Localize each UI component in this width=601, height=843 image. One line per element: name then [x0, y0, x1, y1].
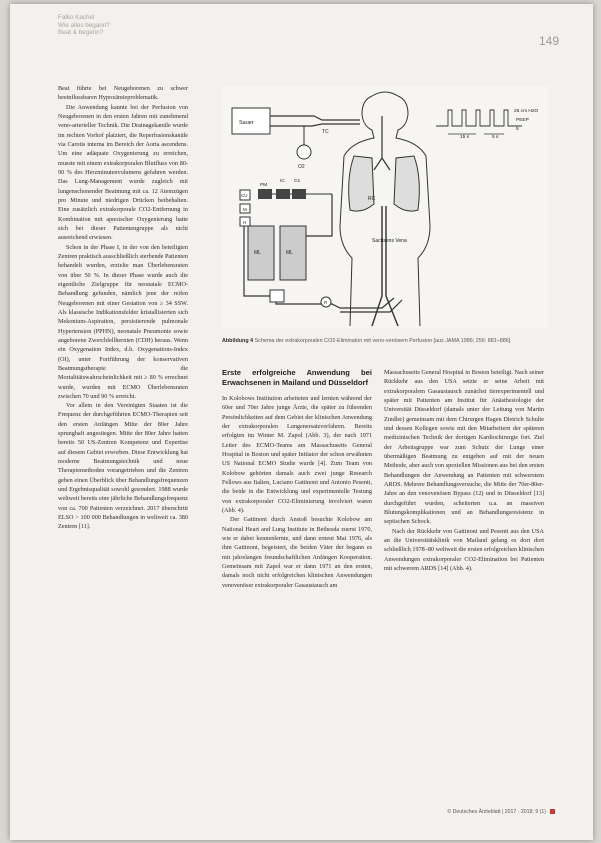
text-column-right [384, 368, 544, 573]
footer-text: © Deutsches Ärzteblatt | 2017 · 2018; 9 (1) [447, 809, 546, 815]
membrane-lung-left [248, 226, 274, 280]
paragraph: Massachusetts General Hospital in Boston beteiligt. Nach seiner Rückkehr aus den USA setzte er seine Arbeit mit extrakorporalem Gasaustausch zunächst tierexperimentell und später mit Patienten am Institut für Anästhesiologie der Universität Düsseldorf (damals unter der Leitung von Martin Zindler) gemeinsam mit dem Chirurgen Hagen Dietrich Schulte und dessen Kollegen sowie mit den Mitarbeitern der späteren medizinischen Technik der dortigen Kardiochirurgie fort. Ziel der Arbeitsgruppe war zum Schutz der Lunge einer übermäßigen Beatmung zu entgehen auf mit der neuen Methode, aber auch von speziellen Missionen aus bei den ersten Behandlungen der Anwendung an Patienten mit schwerstem ARDS. Mehrere Behandlungsversuche, die Mitte der 70er-80er-Jahre an den venovenösen Bypass (12) und in Düsseldorf [13] durchgeführt wurden, scheiterten u.a. an massiven Blutungskomplikationen und an Behandlungsresistenz in septischen Schock. [384, 369, 544, 526]
page-number: 149 [538, 34, 559, 48]
journal-page [10, 4, 593, 840]
running-header [58, 14, 110, 37]
h-label: H [243, 220, 247, 225]
cs-label: Cs [294, 179, 300, 184]
ml-label-left: ML [254, 250, 261, 256]
r-label: R [324, 300, 328, 305]
monitor-box [276, 189, 290, 199]
paragraph: Die Anwendung kannte bei der Perfusion von Neugeborenen in den ersten Jahren mit zunehmend veno-arterieller Technik. Die Drainagekanüle wurde im rechten Vorhof platziert, die Reperfusionskanüle via Carotis interna im Bereich der Aorta ascendens. Um eine adäquate Oxygenierung zu erreichen, musste mit einem extrakorporalen Blutfluss von 80-90 % des Herzminutenvolumens gefahren werden. Das Lung-Management wurde zugleich mit lungenschonender Beatmung mit ca. 12 Atemzügen pro Minute und niedrigen Drücken beibehalten. Eine zusätzlich extrakorporale CO2-Entfernung in Kombination mit apnoischer Oxygenierung hatte sich bei dieser Patientengruppe als nicht ausreichend erwiesen. [58, 103, 188, 242]
pump-box-label: Sauer [239, 120, 254, 126]
vena-label: Sachsens Vena [372, 238, 407, 244]
page-footer [390, 809, 555, 815]
text-column-left [58, 84, 188, 532]
paragraph: Beat führte bei Neugeborenen zu schwer beeinflussbaren Hypoxämieproblematik. [58, 85, 188, 102]
peep-label: PEEP [516, 118, 529, 123]
figure-label: Abbildung 4 [222, 338, 254, 344]
ml-label-right: ML [286, 250, 293, 256]
text-column-middle [222, 368, 372, 590]
header-subtitle: Beat & begann? [58, 29, 104, 37]
peep-25-label: 25 cm H2O [514, 109, 539, 114]
cu-label: CU [241, 193, 248, 198]
header-title: Wie alles begann? [58, 21, 110, 29]
t5-label: 5 s [492, 135, 499, 140]
o2-bottle [297, 145, 311, 159]
lung-left [349, 156, 374, 211]
paragraph: Nach der Rückkehr von Gattinoni und Pesenti aus den USA an die Universitätsklinik von Mailand gelang es dort dort schließlich 1978–80 weltweit die ersten erfolgreichen klinischen Anwendungen extrakorporaler CO2-Elimination bei Patienten mit schwerem ARDS [14] (Abb. 4). [384, 527, 544, 572]
ecmo-schematic-figure [222, 86, 548, 328]
m-label: M [243, 207, 247, 212]
paragraph: In Kolobows Institution arbeiteten und lernten während der 60er und 70er Jahre junge Ärzte, die später zu führenden Persönlichkeiten auf dem Gebiet der klinischen Anwendung der extrakorporalen Lungenersatzverfahren. Bereits erfolgten im Winter M. Zapol (Abb. 3), der nach 1971 Leiter des ECMO-Teams am Massachusetts General Hospital in Boston und später Initiator der schon erwähnten US National ECMO Studie wurde [4]. Zum Team von Kolobow gehörten damals auch zwei junge Research Fellows aus Italien, Luciano Gattinoni und Antonio Pesenti, die beide in die Entwicklung und experimentelle Testung von extrakorporaler CO2-Eliminierung involviert waren (Abb. 4). [222, 395, 372, 514]
paragraph: Vor allem in den Vereinigten Staaten ist die Frequenz der durchgeführten ECMO-Therapien seit den ersten Anfängen Mitte der 80er Jahre sprunghaft angestiegen. Mitte der 80er Jahre hatten bereits 50 US-Zentren Kompetenz und Expertise auf diesem Gebiet erworben. Diese Entwicklung hat moderne Beatmungstechnik und neue Therapiemethoden vorangetrieben und die Zentren geben einen Überblick über Behandlungsfrequenzen und Ergebnisqualität sowohl gesondert. 1988 wurde weltweit bereits eine jährliche Behandlungsfrequenz von ca. 700 Patienten verzeichnet. 2017 überschritt ELSO > 100 000 Behandlungen in weltweit ca. 380 Zentren [11]. [58, 402, 188, 531]
monitor-box [292, 189, 306, 199]
pm-label: PM [260, 183, 268, 188]
peep-5-label: 5 [516, 127, 519, 132]
o2-label: O2 [298, 164, 305, 170]
caption-text: Schema der extrakorporalen CO2-Eliminaton mit veno-venösem Perfusion [aus JAMA 1986; 256: 881–886] [254, 338, 511, 344]
tc-label: TC [322, 129, 329, 135]
membrane-lung-right [280, 226, 306, 280]
header-author: Falko Kachel [58, 14, 95, 21]
t15-label: 15 s [460, 135, 470, 140]
paragraph: Schon in der Phase I, in der von den beteiligten Zentren praktisch ausschließlich sterbende Patienten behandelt wurden, erzielte man Überlebensraten von über 50 %. In dieser Phase wurde auch die eigentliche Zielgruppe für neonatale ECMO-Behandlung gefunden, nämlich jene der reifen Neugeborenen mit einer Gestation von ≥ 34 SSW. Als klassische Indikationsfelder kristallisierten sich Mekonium-Aspiration, persistierende pulmonale Hypertension (PPHN), neonatale Pneumonie sowie angeborene Zwerchfellhernien (CDH) heraus. Wenn ein Oxygenation Index, d.h. Oxygenations-Index (OI), unter Fortführung der konservativen Beatmungstherapie die Mortalitätswahrscheinlichkeit mit ≥ 80 % errechnet wurde, wurden mit ECMO Überlebensraten zwischen 70 und 90 % erreicht. [58, 243, 188, 400]
figure-caption [222, 337, 548, 345]
monitor-box [258, 189, 272, 199]
paragraph: Der Gattinoni durch Anstoß besuchte Kolobow am National Heart and Lung Institute in Bethesda zuerst 1970, wie er dabei kennenlernte, und dann erneut Mai 1976, als ihm Gattinoni, begeistert, die beiden Väter der begann es mit jahrelangen freundschaftlichen Anfängen Kooperation. Gemeinsam mit Zapol war er dann 1971 an den ersten, damals noch nicht erfolgreichen klinischen Anwendungen venovenöser extrakorporaler Gasaustausch am [222, 516, 372, 589]
roller-pump [270, 290, 284, 302]
lung-right [394, 156, 419, 211]
footer-marker [550, 809, 555, 814]
ic-label: IC [280, 179, 285, 184]
section-title: Erste erfolgreiche Anwendung bei Erwachsenen in Mailand und Düsseldorf [222, 368, 372, 387]
rc-label: RC [368, 196, 376, 202]
